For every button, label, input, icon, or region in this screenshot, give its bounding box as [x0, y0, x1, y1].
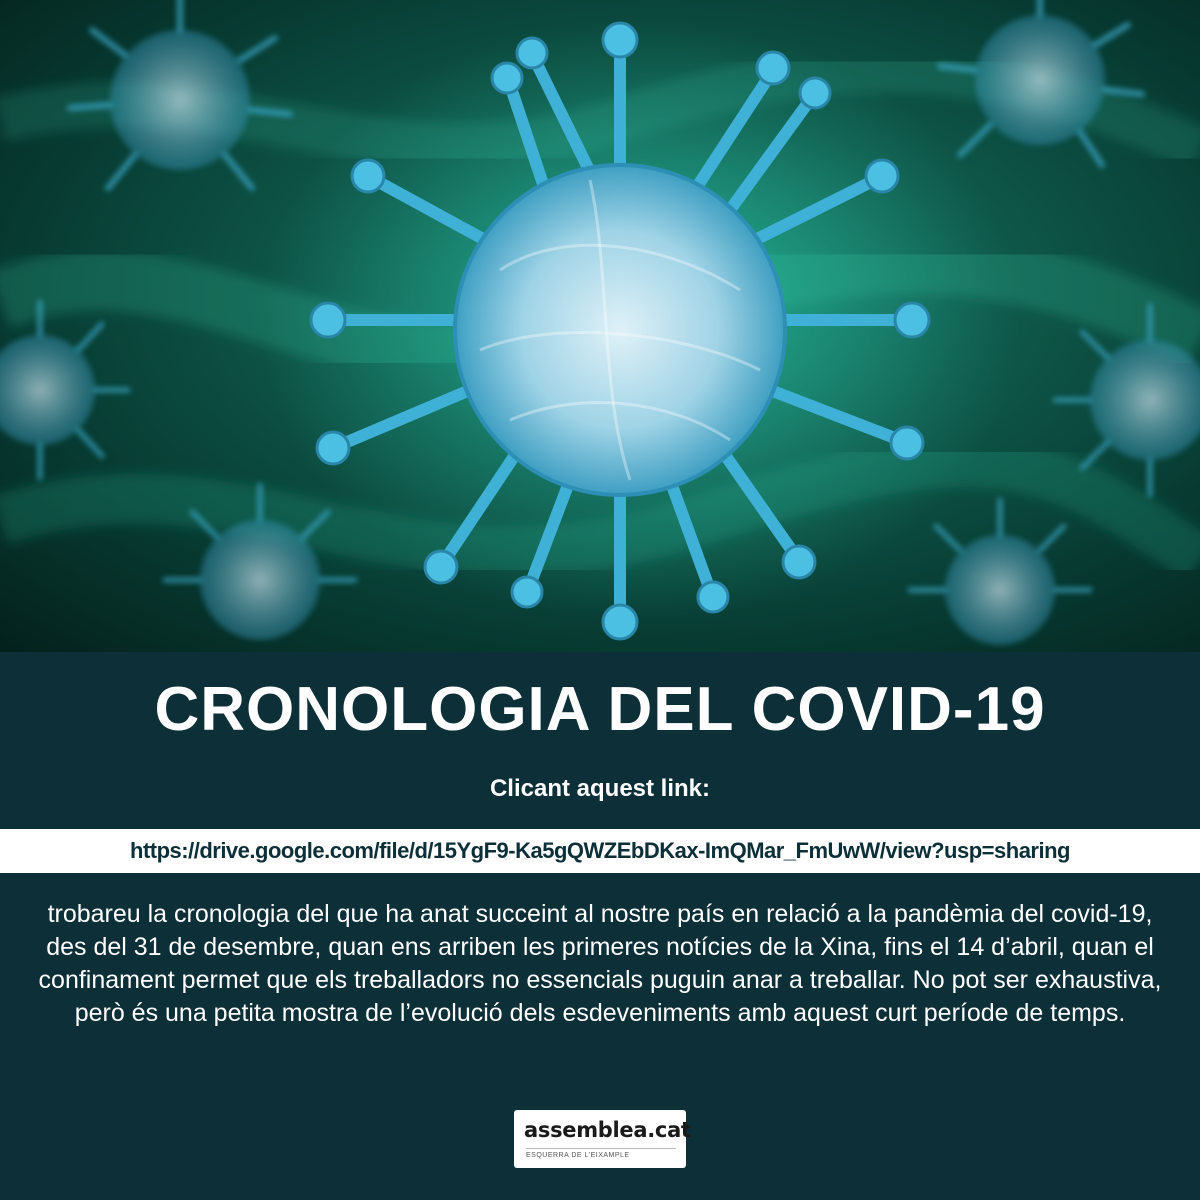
link-intro: Clicant aquest link: [489, 775, 711, 802]
page-title: CRONOLOGIA DEL COVID-19 [154, 675, 1046, 744]
drive-link[interactable]: https://drive.google.com/file/d/15YgF9-Ka5gQWZEbDKax-ImQMar_FmUwW/view?usp=sharing [130, 838, 1070, 863]
assemblea-logo [514, 1110, 691, 1168]
logo-name: assemblea.cat [524, 1118, 691, 1142]
logo-tagline: ESQUERRA DE L’EIXAMPLE [526, 1148, 676, 1159]
description-text: trobareu la cronologia del que ha anat succeint al nostre país en relació a la pandèmia del covid-19, des del 31 de desembre, quan ens arriben les primeres notícies de la Xina, fins el 14 d’abril, quan el confinament permet que els treballadors no essencials puguin anar a treballar. No pot ser exhaustiva, però és una petita mostra de l’evolució dels esdeveniments amb aquest curt període de temps. [38, 900, 1162, 1027]
